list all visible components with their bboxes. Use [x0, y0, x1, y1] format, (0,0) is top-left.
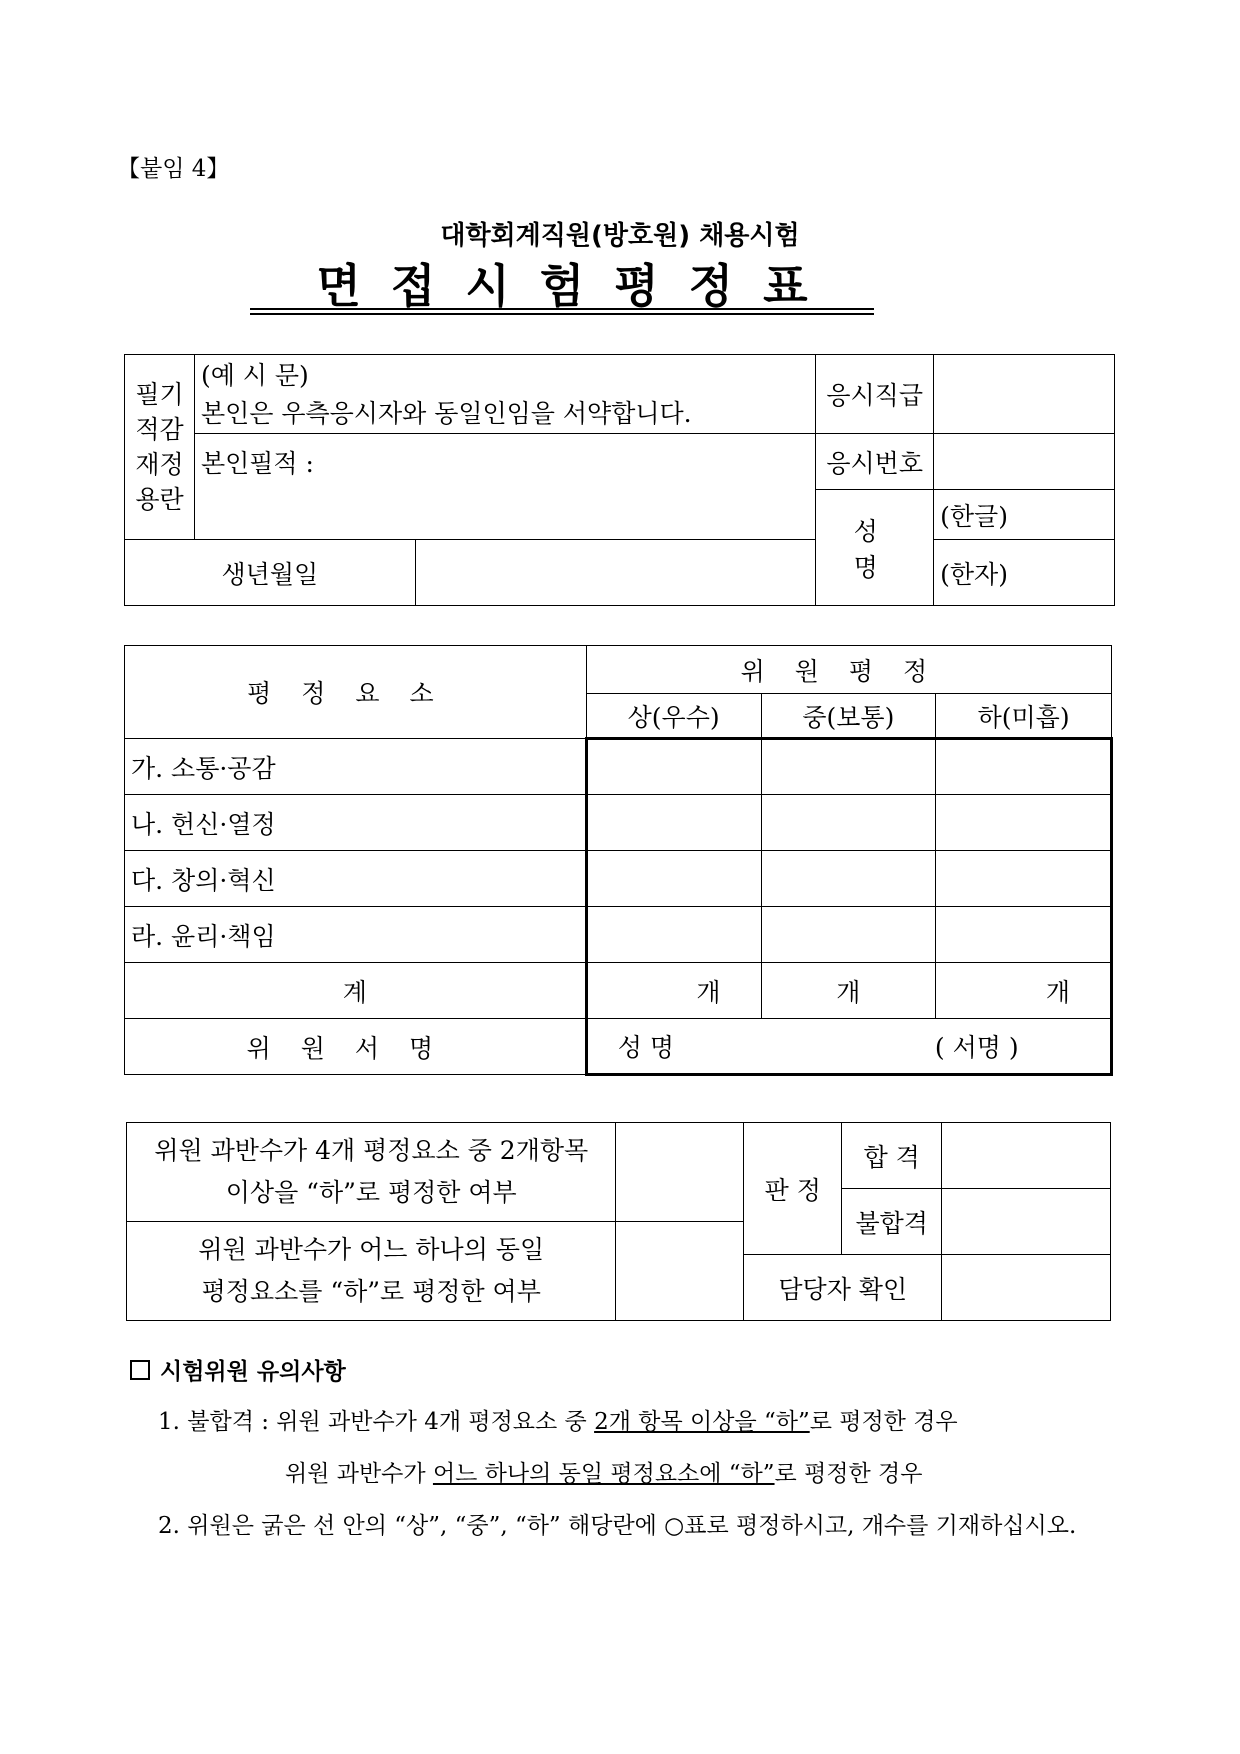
score-cell-high[interactable] [586, 795, 761, 851]
oath-text: 본인은 우측응시자와 동일인임을 서약합니다. [200, 399, 692, 428]
handwriting-check-label: 필기적감재정용란 [125, 355, 195, 540]
title-underline [250, 308, 874, 310]
criterion-1-line-a: 위원 과반수가 4개 평정요소 중 2개항목 [154, 1136, 589, 1165]
document-subtitle: 대학회계직원(방호원) 채용시험 [440, 221, 800, 251]
name-label: 성 명 [816, 490, 934, 606]
total-count-mid[interactable]: 개 [761, 963, 936, 1019]
exam-number-label: 응시번호 [816, 434, 934, 490]
name-hanja-field[interactable] [934, 540, 1115, 606]
criteria-header: 평정요소 [125, 646, 587, 739]
committee-header: 위원평정 [586, 646, 1111, 694]
grade-header-high: 상(우수) [586, 694, 761, 739]
score-cell-low[interactable] [936, 739, 1112, 795]
criterion-1-line-b: 이상을 “하”로 평정한 여부 [225, 1178, 517, 1207]
total-count-low[interactable]: 개 [936, 963, 1112, 1019]
grade-header-mid: 중(보통) [761, 694, 936, 739]
note-item-1b-underline: 어느 하나의 동일 평정요소에 “하” [432, 1461, 775, 1487]
fail-field[interactable] [942, 1189, 1111, 1255]
score-cell-mid[interactable] [761, 851, 936, 907]
score-cell-low[interactable] [936, 795, 1112, 851]
note-item-1-suffix: 로 평정한 경우 [809, 1409, 958, 1435]
title-underline-second [250, 313, 874, 315]
document-title: 면접시험평정표 [316, 259, 838, 313]
note-item-1 [158, 1403, 958, 1436]
criterion-2-answer-field[interactable] [616, 1222, 744, 1321]
applicant-info-table [124, 354, 1115, 606]
criteria-row-label: 가. 소통·공감 [125, 739, 587, 795]
note-item-1-underline: 2개 항목 이상을 “하” [594, 1409, 810, 1435]
score-cell-high[interactable] [586, 851, 761, 907]
signature-label: 위원서명 [125, 1019, 587, 1075]
sign-mark-label: ( 서명 ) [934, 1033, 1019, 1062]
note-item-1-prefix: 1. 불합격 : 위원 과반수가 4개 평정요소 중 [158, 1409, 595, 1435]
criterion-2-line-a: 위원 과반수가 어느 하나의 동일 [198, 1235, 545, 1264]
score-cell-low[interactable] [936, 851, 1112, 907]
judgement-criterion-2 [127, 1222, 616, 1321]
sign-name-label: 성 명 [617, 1033, 674, 1062]
criterion-2-line-b: 평정요소를 “하”로 평정한 여부 [201, 1277, 541, 1306]
criterion-1-answer-field[interactable] [616, 1123, 744, 1222]
notes-heading-text: 시험위원 유의사항 [160, 1359, 346, 1385]
officer-field[interactable] [942, 1255, 1111, 1321]
birth-value-field[interactable] [415, 540, 816, 606]
judgement-label: 판 정 [744, 1123, 842, 1255]
criteria-row-label: 다. 창의·혁신 [125, 851, 587, 907]
birth-label: 생년월일 [125, 540, 416, 606]
score-cell-mid[interactable] [761, 795, 936, 851]
note-item-1b-prefix: 위원 과반수가 [285, 1461, 433, 1487]
name-korean-label: (한글) [940, 501, 1008, 531]
checkbox-square-icon [130, 1360, 150, 1380]
note-item-2: 2. 위원은 굵은 선 안의 “상”, “중”, “하” 해당란에 ○표로 평정하시고, 개수를 기재하십시오. [158, 1513, 1077, 1539]
total-count-high[interactable]: 개 [586, 963, 761, 1019]
total-label: 계 [125, 963, 587, 1019]
self-writing-field[interactable] [194, 434, 815, 540]
score-cell-high[interactable] [586, 907, 761, 963]
pass-field[interactable] [942, 1123, 1111, 1189]
note-item-1b [285, 1455, 922, 1488]
name-korean-field[interactable] [934, 490, 1115, 540]
judgement-table [126, 1122, 1111, 1321]
criteria-row-label: 나. 헌신·열정 [125, 795, 587, 851]
pass-label: 합 격 [842, 1123, 942, 1189]
attachment-label: 【붙임 4】 [117, 156, 230, 182]
grade-header-low: 하(미흡) [936, 694, 1112, 739]
note-item-1b-suffix: 로 평정한 경우 [774, 1461, 923, 1487]
score-cell-mid[interactable] [761, 907, 936, 963]
oath-cell [194, 355, 815, 434]
self-writing-label: 본인필적 : [200, 449, 314, 478]
exam-number-field[interactable] [934, 434, 1115, 490]
score-cell-mid[interactable] [761, 739, 936, 795]
evaluation-table [124, 645, 1113, 1076]
position-value-field[interactable] [934, 355, 1115, 434]
position-label: 응시직급 [816, 355, 934, 434]
officer-label: 담당자 확인 [744, 1255, 942, 1321]
score-cell-high[interactable] [586, 739, 761, 795]
signature-field[interactable] [586, 1019, 1111, 1075]
criteria-row-label: 라. 윤리·책임 [125, 907, 587, 963]
score-cell-low[interactable] [936, 907, 1112, 963]
judgement-criterion-1 [127, 1123, 616, 1222]
example-label: (예 시 문) [200, 361, 309, 390]
name-hanja-label: (한자) [940, 559, 1008, 589]
fail-label: 불합격 [842, 1189, 942, 1255]
notes-heading [130, 1353, 346, 1386]
